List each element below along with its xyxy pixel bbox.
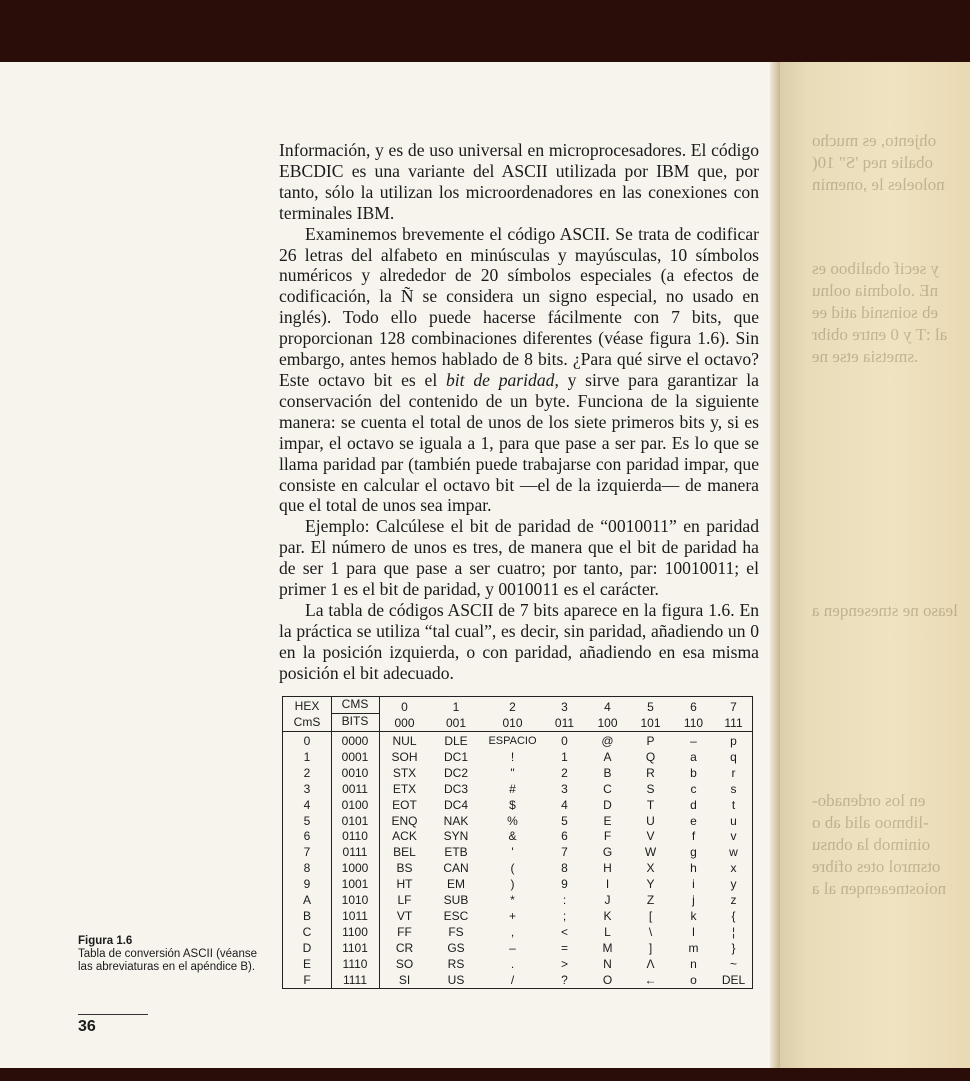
table-cell: %	[507, 813, 518, 828]
table-cell: DC4	[443, 797, 468, 812]
table-cell: X	[646, 861, 655, 876]
row-bits: 0100	[341, 797, 369, 812]
table-cell: US	[447, 972, 465, 987]
row-bits: 1101	[342, 940, 368, 955]
paragraph-2-start: Examinemos brevemente el código ASCII. Se trata de codificar 26 letras del alfabeto en minúsculas y mayúsculas, 10 símbolos numéricos y alrededor de 20 símbolos especiales (a efectos de codificación, la Ñ se considera un signo especial, no usado en inglés). Todo ello puede hacerse fácilmente con 7 bits, que proporcionan 128 combinaciones diferentes (véase figura 1.6). Sin embargo, antes hemos hablado de 8 bits. ¿Para qué sirve el octavo? Este octavo bit es el	[279, 223, 759, 390]
table-cell: "	[510, 765, 515, 780]
table-cell: *	[510, 893, 515, 907]
column-bits: 111	[724, 716, 743, 730]
table-cell: U	[646, 813, 655, 828]
row-bits: 1011	[342, 908, 368, 923]
table-cell: G	[602, 845, 613, 860]
book-gutter	[770, 62, 780, 1070]
header-cms-bottom: CmS	[293, 715, 321, 729]
table-rule	[283, 731, 752, 732]
table-cell: SI	[398, 972, 411, 987]
table-cell: i	[692, 877, 695, 892]
row-bits: 1010	[341, 893, 369, 907]
row-hex: F	[303, 972, 311, 987]
row-hex: 6	[303, 829, 311, 844]
table-cell: c	[690, 781, 697, 796]
column-digit: 5	[647, 700, 654, 714]
row-hex: A	[302, 893, 311, 907]
figure-caption	[78, 935, 268, 975]
body-text	[279, 140, 759, 684]
table-cell: ETB	[444, 845, 468, 860]
show-through-text: en los ordenado-	[812, 791, 926, 810]
table-cell: DC3	[443, 781, 468, 796]
table-cell: &	[508, 829, 517, 844]
table-cell: N	[603, 956, 612, 971]
table-cell: STX	[392, 765, 417, 780]
page-number: 36	[78, 1018, 96, 1035]
table-cell: {	[731, 908, 736, 923]
table-cell: s	[730, 781, 737, 796]
table-cell: 4	[561, 797, 568, 812]
table-cell: A	[603, 749, 612, 764]
figure-label: Figura 1.6	[78, 935, 133, 947]
show-through-text: eb soinsnid atid ee	[812, 303, 939, 322]
row-hex: 4	[303, 797, 311, 812]
table-cell: d	[690, 797, 697, 812]
table-cell: BEL	[393, 845, 416, 860]
table-cell: (	[510, 861, 515, 876]
table-cell: DC1	[443, 749, 468, 764]
column-bits: 010	[502, 716, 523, 730]
table-cell: ;	[562, 908, 567, 923]
table-cell: 9	[561, 877, 568, 892]
table-cell: x	[730, 861, 737, 876]
table-cell: b	[690, 765, 697, 780]
column-digit: 6	[690, 700, 697, 714]
table-cell: 3	[561, 781, 568, 796]
table-cell: o	[690, 972, 697, 987]
show-through-text: otsmrol otes ofibre	[812, 857, 941, 876]
show-through-text: noiostneaenqen al a	[812, 879, 947, 898]
row-bits: 0010	[341, 765, 369, 780]
table-cell: y	[730, 877, 737, 892]
table-cell: 2	[561, 765, 568, 780]
column-digit: 2	[509, 700, 516, 714]
background-edge	[0, 1068, 970, 1081]
row-bits: 1100	[342, 924, 368, 939]
table-cell: \	[648, 924, 653, 939]
row-hex: D	[302, 940, 312, 955]
table-cell: CAN	[443, 861, 469, 876]
table-cell: }	[731, 940, 736, 955]
table-cell: SUB	[443, 893, 469, 907]
table-cell: @	[601, 734, 614, 748]
row-bits: 1000	[341, 861, 369, 876]
table-cell: ESPACIO	[488, 735, 537, 747]
show-through-text: al :T y 0 entre obibr	[812, 325, 948, 344]
row-bits: 0111	[342, 845, 368, 860]
table-cell: ]	[648, 940, 653, 955]
table-cell: 5	[561, 813, 568, 828]
table-cell: –	[690, 734, 697, 748]
table-cell: B	[603, 765, 612, 780]
page-number-rule	[78, 1014, 148, 1015]
column-bits: 110	[683, 716, 704, 730]
paragraph-4: La tabla de códigos ASCII de 7 bits aparece en la figura 1.6. En la práctica se utiliza “tal cual”, es decir, sin paridad, añadiendo un 0 en la posición izquierda, o con paridad, añadiendo en esa misma posición el bit adecuado.	[279, 599, 759, 683]
row-bits: 0110	[342, 829, 368, 844]
table-cell: ?	[561, 972, 568, 987]
column-bits: 011	[554, 716, 575, 730]
table-cell: 8	[561, 861, 568, 876]
paragraph-2	[279, 224, 759, 517]
show-through-text: -libmoo alid ab o	[812, 813, 929, 832]
table-cell: NUL	[392, 734, 417, 748]
row-hex: 9	[303, 877, 311, 892]
column-bits: 001	[445, 716, 467, 730]
row-bits: 0000	[341, 734, 369, 748]
table-cell: NAK	[443, 813, 469, 828]
table-cell: g	[690, 845, 697, 860]
table-cell: ESC	[443, 908, 469, 923]
table-cell: r	[731, 765, 736, 780]
show-through-text: y secif obaliboo es	[812, 259, 939, 278]
table-cell: P	[646, 734, 655, 748]
table-cell: .	[510, 956, 515, 971]
table-cell: l	[692, 924, 695, 939]
table-cell: !	[510, 749, 515, 764]
table-cell: [	[648, 908, 653, 923]
table-cell: EOT	[392, 797, 417, 812]
table-cell: ENQ	[391, 813, 418, 828]
table-cell: :	[562, 893, 567, 907]
table-cell: L	[604, 924, 611, 939]
column-bits: 100	[597, 716, 618, 730]
table-cell: S	[646, 781, 655, 796]
table-cell: D	[603, 797, 612, 812]
table-rule	[331, 713, 379, 714]
table-cell: FS	[448, 924, 464, 939]
show-through-text: noloeles le ,onemin	[812, 175, 945, 194]
row-hex: B	[302, 908, 311, 923]
table-cell: j	[692, 893, 695, 907]
table-cell: SYN	[443, 829, 469, 844]
table-cell: T	[646, 797, 655, 812]
column-bits: 000	[394, 716, 415, 730]
table-cell: 6	[561, 829, 568, 844]
table-cell: p	[730, 734, 737, 748]
show-through-text: ohjento, es mucho	[812, 131, 937, 150]
row-hex: 5	[303, 813, 311, 828]
italic-term: bit de paridad	[445, 369, 555, 390]
table-cell: SO	[395, 956, 414, 971]
header-hex: HEX	[294, 699, 320, 713]
row-hex: C	[302, 924, 312, 939]
row-hex: 3	[303, 781, 311, 796]
table-cell: Q	[645, 749, 656, 764]
table-cell: DEL	[721, 972, 746, 987]
table-cell: m	[688, 940, 699, 955]
row-bits: 0001	[341, 749, 369, 764]
table-cell: +	[508, 908, 516, 923]
table-cell: $	[509, 797, 516, 812]
show-through-text: leaso ne stnesenqen a	[812, 601, 958, 620]
table-cell: K	[603, 908, 612, 923]
table-cell: >	[560, 956, 568, 971]
table-cell: DC2	[443, 765, 468, 780]
table-cell: n	[690, 956, 697, 971]
table-cell: Λ	[646, 956, 655, 971]
table-cell: '	[511, 845, 514, 860]
row-hex: 2	[303, 765, 311, 780]
table-cell: RS	[447, 956, 465, 971]
table-cell: GS	[447, 940, 465, 955]
table-cell: F	[603, 829, 612, 844]
row-hex: 7	[303, 845, 311, 860]
table-cell: HT	[396, 877, 413, 892]
table-cell: 1	[561, 749, 568, 764]
paragraph-1: Información, y es de uso universal en microprocesadores. El código EBCDIC es una variante del ASCII utilizada por IBM que, por tanto, sólo la utilizan los microordenadores en las conexiones con terminales IBM.	[279, 140, 759, 223]
table-cell: EM	[447, 877, 465, 892]
table-cell: ¦	[731, 924, 736, 939]
figure-description: Tabla de conversión ASCII (véanse las abreviaturas en el apéndice B).	[78, 948, 257, 974]
column-bits: 101	[640, 716, 661, 730]
row-hex: 0	[303, 734, 311, 748]
table-cell: LF	[397, 893, 412, 907]
table-cell: )	[510, 877, 515, 892]
table-cell: /	[510, 972, 515, 987]
table-cell: C	[603, 781, 612, 796]
row-hex: 1	[303, 749, 311, 764]
table-cell: VT	[396, 908, 413, 923]
table-cell: BS	[396, 861, 413, 876]
paragraph-2-rest: , y sirve para garantizar la conservación del contenido de un byte. Funciona de la siguiente manera: se cuenta el total de unos de los siete primeros bits y, si es impar, el octavo se iguala a 1, para que pase a ser par. Es lo que se llama paridad par (también puede trabajarse con paridad impar, que consiste en calcular el octavo bit —el de la izquierda— de manera que el total de unos sea impar.	[279, 369, 759, 516]
table-cell: k	[690, 908, 697, 923]
ascii-table	[282, 696, 753, 989]
table-cell: #	[509, 781, 516, 796]
paragraph-3: Ejemplo: Calcúlese el bit de paridad de “0010011” en paridad par. El número de unos es tres, de manera que el bit de paridad ha de ser 1 para que pase a ser cuatro; por tanto, par: 10010011; el primer 1 es el bit de paridad, y 0010011 es el carácter.	[279, 516, 759, 600]
row-bits: 1110	[342, 956, 368, 971]
table-cell: M	[602, 940, 613, 955]
table-cell: –	[509, 940, 516, 955]
table-cell: =	[560, 940, 568, 955]
table-cell: a	[690, 749, 697, 764]
table-cell: SOH	[391, 749, 418, 764]
right-page-bleed	[772, 62, 970, 1070]
row-bits: 0101	[341, 813, 369, 828]
table-cell: 7	[561, 845, 568, 860]
table-cell: W	[644, 845, 657, 860]
table-cell: ,	[510, 924, 515, 939]
table-cell: f	[691, 829, 696, 844]
table-cell: V	[646, 829, 655, 844]
table-cell: E	[603, 813, 612, 828]
table-cell: O	[602, 972, 613, 987]
column-digit: 1	[452, 700, 460, 714]
table-cell: z	[730, 893, 737, 907]
show-through-text: .smetsia etse ne	[812, 347, 919, 366]
table-cell: h	[690, 861, 697, 876]
row-hex: E	[302, 956, 311, 971]
table-cell: ETX	[392, 781, 417, 796]
table-cell: q	[730, 749, 737, 764]
table-cell: DLE	[444, 734, 468, 748]
row-hex: 8	[303, 861, 311, 876]
table-cell: t	[731, 797, 736, 812]
table-cell: w	[729, 845, 738, 860]
table-cell: ACK	[392, 829, 417, 844]
table-cell: J	[604, 893, 611, 907]
show-through-text: obalie neq 'S" 10(	[812, 153, 933, 172]
table-cell: u	[730, 813, 737, 828]
table-cell: ~	[729, 956, 737, 971]
show-through-text: oinimob la obnsu	[812, 835, 931, 854]
table-cell: CR	[395, 940, 414, 955]
header-cms: CMS	[341, 697, 369, 711]
row-bits: 1001	[341, 877, 369, 892]
column-digit: 7	[730, 700, 737, 714]
row-bits: 1111	[342, 972, 368, 987]
table-cell: 0	[561, 734, 568, 748]
table-cell: <	[560, 924, 568, 939]
column-digit: 3	[561, 700, 568, 714]
table-cell: v	[730, 829, 737, 844]
header-bits: BITS	[341, 714, 369, 728]
column-digit: 0	[401, 700, 408, 714]
table-cell: Y	[646, 877, 655, 892]
table-cell: e	[690, 813, 697, 828]
row-bits: 0011	[342, 781, 368, 796]
table-cell: I	[605, 877, 610, 892]
table-cell: FF	[397, 924, 412, 939]
table-cell: Z	[646, 893, 655, 907]
show-through-text: nE .olodmia oolnu	[812, 281, 939, 300]
table-cell: ←	[644, 972, 657, 987]
table-cell: H	[603, 861, 612, 876]
table-cell: R	[646, 765, 655, 780]
column-digit: 4	[604, 700, 611, 714]
